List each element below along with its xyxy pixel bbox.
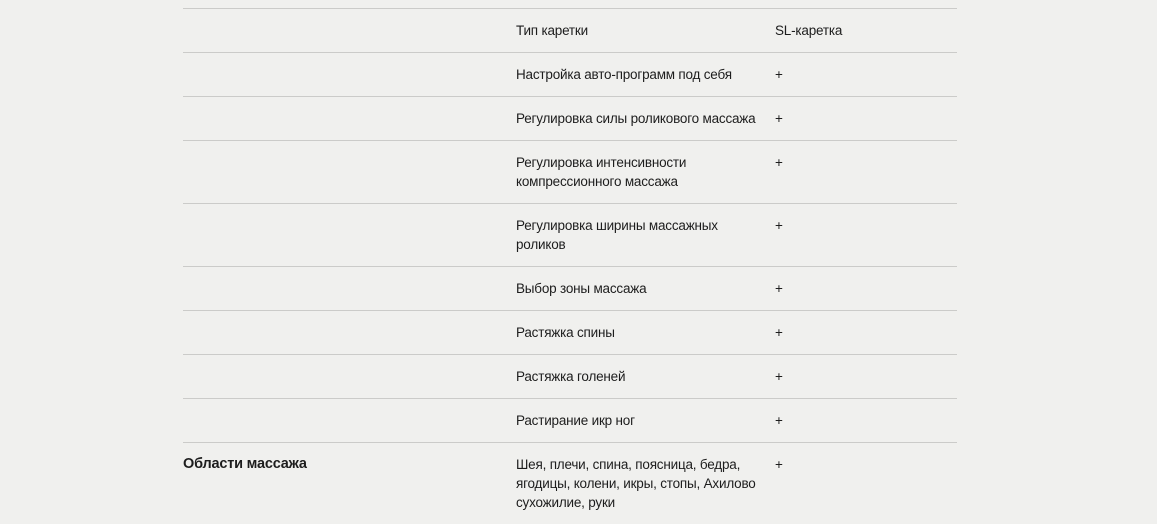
spec-row (183, 203, 957, 266)
spec-feature-name: Регулировка силы роликового массажа (516, 111, 756, 126)
spec-row (183, 442, 957, 524)
spec-group-label (183, 97, 516, 121)
spec-feature-value: + (775, 325, 783, 340)
spec-row (183, 266, 957, 310)
spec-feature-value: + (775, 281, 783, 296)
spec-group-label (183, 267, 516, 291)
spec-group-label (183, 53, 516, 77)
spec-row (183, 8, 957, 52)
spec-feature-name: Растяжка спины (516, 325, 615, 340)
spec-group-label (183, 204, 516, 228)
spec-feature-value: + (775, 218, 783, 233)
spec-group-label (183, 141, 516, 165)
spec-feature-value: + (775, 369, 783, 384)
spec-row (183, 310, 957, 354)
spec-feature-value: + (775, 67, 783, 82)
spec-feature-name: Растяжка голеней (516, 369, 626, 384)
spec-group-label (183, 355, 516, 379)
spec-group-label: Области массажа (183, 456, 307, 472)
spec-feature-value: SL-каретка (775, 23, 843, 38)
spec-feature-value: + (775, 111, 783, 126)
spec-row (183, 354, 957, 398)
spec-feature-name: Растирание икр ног (516, 413, 635, 428)
spec-feature-name: Выбор зоны массажа (516, 281, 647, 296)
spec-feature-name: Регулировка интенсивности компрессионного массажа (516, 155, 687, 189)
spec-feature-value: + (775, 155, 783, 170)
spec-group-label (183, 9, 516, 33)
spec-group-label (183, 311, 516, 335)
spec-row (183, 398, 957, 442)
spec-row (183, 96, 957, 140)
spec-row (183, 140, 957, 203)
spec-feature-value: + (775, 413, 783, 428)
spec-table (183, 8, 957, 524)
spec-feature-name: Регулировка ширины массажных роликов (516, 218, 718, 252)
spec-row (183, 52, 957, 96)
spec-feature-name: Тип каретки (516, 23, 588, 38)
spec-feature-value: + (775, 457, 783, 472)
spec-feature-name: Настройка авто-программ под себя (516, 67, 732, 82)
spec-feature-name: Шея, плечи, спина, поясница, бедра, ягодицы, колени, икры, стопы, Ахилово сухожилие, руки (516, 457, 756, 510)
page (0, 8, 1157, 510)
spec-group-label (183, 399, 516, 423)
